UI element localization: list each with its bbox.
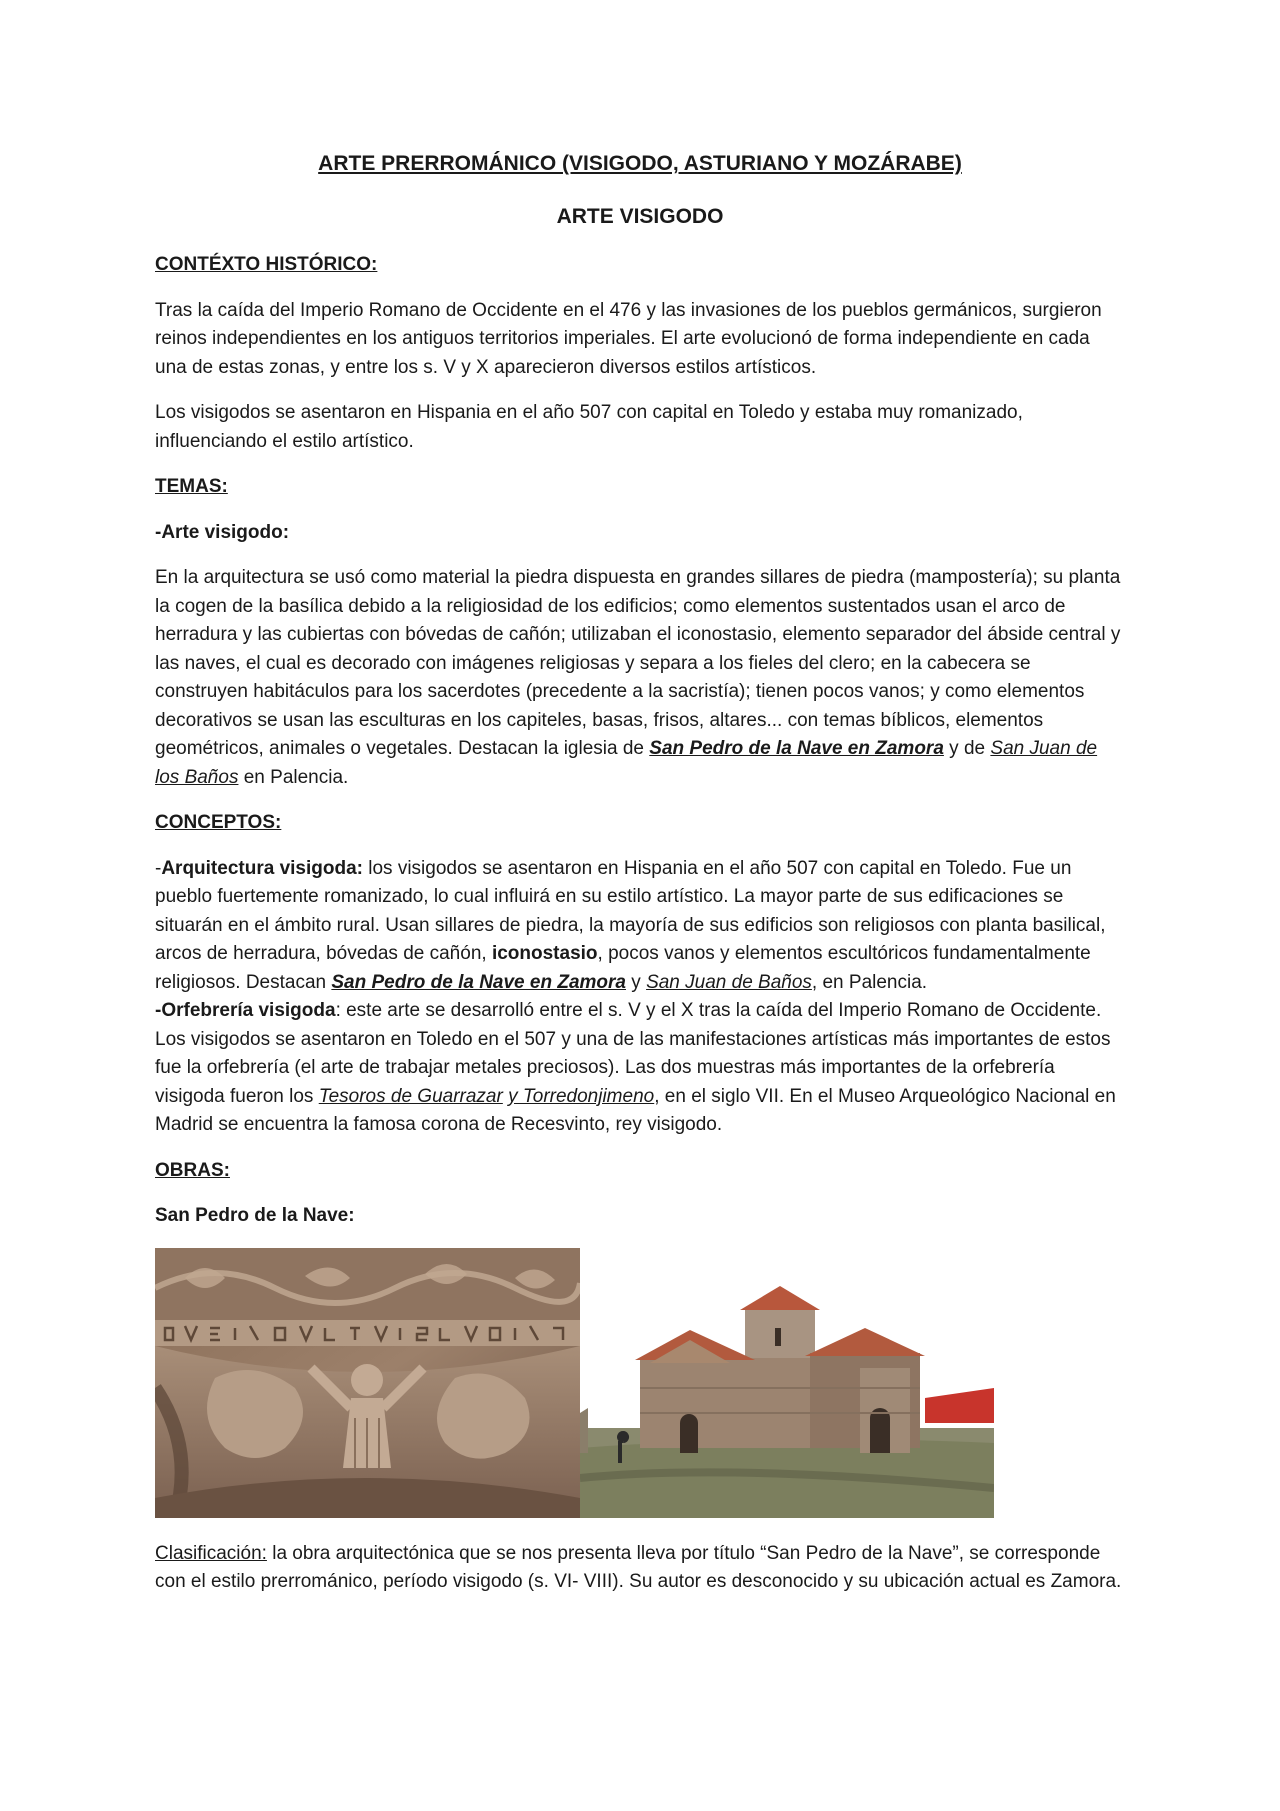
- temas-paragraph: [155, 564, 1125, 792]
- contexto-paragraph-2: Los visigodos se asentaron en Hispania en el año 507 con capital en Toledo y estaba muy romanizado, influenciando el estilo artístico.: [155, 402, 1023, 452]
- link-san-pedro[interactable]: San Pedro de la Nave en Zamora: [649, 738, 944, 759]
- obras-subheading: San Pedro de la Nave:: [155, 1205, 355, 1226]
- temas-text-c: en Palencia.: [238, 766, 349, 788]
- contexto-heading: CONTÉXTO HISTÓRICO:: [155, 254, 378, 275]
- concepto-1-text-b: , pocos vanos y elementos escultóricos fundamentalmente religiosos. Destacan: [155, 943, 1091, 993]
- concepto-1-prefix: -: [155, 857, 162, 879]
- church-photo-image: [580, 1248, 994, 1518]
- concepto-1-text-d: , en Palencia.: [811, 971, 928, 993]
- link-guarrazar[interactable]: Tesoros de Guarrazar: [318, 1085, 503, 1107]
- link-san-juan[interactable]: San Juan de los Baños: [155, 738, 1098, 788]
- capital-relief-icon: [155, 1248, 580, 1518]
- concepto-1-term: Arquitectura visigoda:: [161, 857, 363, 879]
- link-san-pedro-2[interactable]: San Pedro de la Nave en Zamora: [331, 971, 626, 993]
- capital-relief-image: [155, 1248, 580, 1518]
- document-content: [155, 150, 1125, 1614]
- temas-subheading: -Arte visigodo:: [155, 521, 290, 543]
- concepto-1-bold: iconostasio: [491, 943, 598, 964]
- concepto-2-term: -Orfebrería visigoda: [155, 1000, 336, 1021]
- clasificacion-text: la obra arquitectónica que se nos presenta lleva por título “San Pedro de la Nave”, se corresponde con el estilo prerrománico, período visigodo (s. VI- VIII). Su autor es desconocido y su ubicación actual es Zamora.: [155, 1542, 1122, 1592]
- clasificacion-paragraph: [155, 1540, 1125, 1597]
- temas-text-a: En la arquitectura se usó como material la piedra dispuesta en grandes sillares de piedra (mampostería); su planta la cogen de la basílica debido a la religiosidad de los edificios; como elementos sustentados usan el arco de herradura y las cubiertas con bóvedas de cañón; utilizaban el iconostasio, elemento separador del ábside central y las naves, el cual es decorado con imágenes religiosas y separa a los fieles del clero; en la cabecera se construyen habitáculos para los sacerdotes (precedente a la sacristía); tienen pocos vanos; y como elementos decorativos se usan las esculturas en los capiteles, basas, frisos, altares... con temas bíblicos, elementos geométricos, animales o vegetales. Destacan la iglesia de: [155, 567, 1121, 759]
- clasificacion-label: Clasificación:: [155, 1542, 267, 1564]
- document-title: ARTE PRERROMÁNICO (VISIGODO, ASTURIANO Y MOZÁRABE): [318, 152, 962, 175]
- concepto-arquitectura: [155, 855, 1125, 998]
- concepto-1-text-c: y: [626, 971, 647, 993]
- concepto-orfebreria: [155, 997, 1125, 1140]
- link-torredonjimeno[interactable]: y Torredonjimeno: [508, 1085, 655, 1107]
- obras-heading: OBRAS:: [155, 1159, 230, 1181]
- link-san-juan-2[interactable]: San Juan de Baños: [646, 971, 812, 993]
- church-photo-icon: [580, 1248, 994, 1518]
- contexto-paragraph-1: Tras la caída del Imperio Romano de Occidente en el 476 y las invasiones de los pueblos germánicos, surgieron reinos independientes en los antiguos territorios imperiales. El arte evolucionó de forma independiente en cada una de estas zonas, y entre los s. V y X aparecieron diversos estilos artísticos.: [155, 299, 1102, 378]
- temas-text-b: y de: [943, 738, 991, 759]
- concepto-2-text-a: : este arte se desarrolló entre el s. V y el X tras la caída del Imperio Romano de Occidente. Los visigodos se asentaron en Toledo en el 507 y una de las manifestaciones artísticas más importantes de estos fue la orfebrería (el arte de trabajar metales preciosos). Las dos muestras más importantes de la orfebrería visigoda fueron los: [155, 1000, 1111, 1107]
- section-title: ARTE VISIGODO: [556, 204, 724, 228]
- temas-heading: TEMAS:: [155, 476, 228, 497]
- obras-images: [155, 1248, 1125, 1518]
- concepto-1-text-a: los visigodos se asentaron en Hispania en el año 507 con capital en Toledo. Fue un pueblo fuertemente romanizado, lo cual influirá en su estilo artístico. La mayor parte de sus edificaciones se situarán en el ámbito rural. Usan sillares de piedra, la mayoría de sus edificios son religiosos con planta basilical, arcos de herradura, bóvedas de cañón,: [155, 857, 1106, 964]
- conceptos-heading: CONCEPTOS:: [155, 812, 282, 833]
- concepto-2-text-b: , en el siglo VII. En el Museo Arqueológico Nacional en Madrid se encuentra la famosa corona de Recesvinto, rey visigodo.: [155, 1085, 1116, 1135]
